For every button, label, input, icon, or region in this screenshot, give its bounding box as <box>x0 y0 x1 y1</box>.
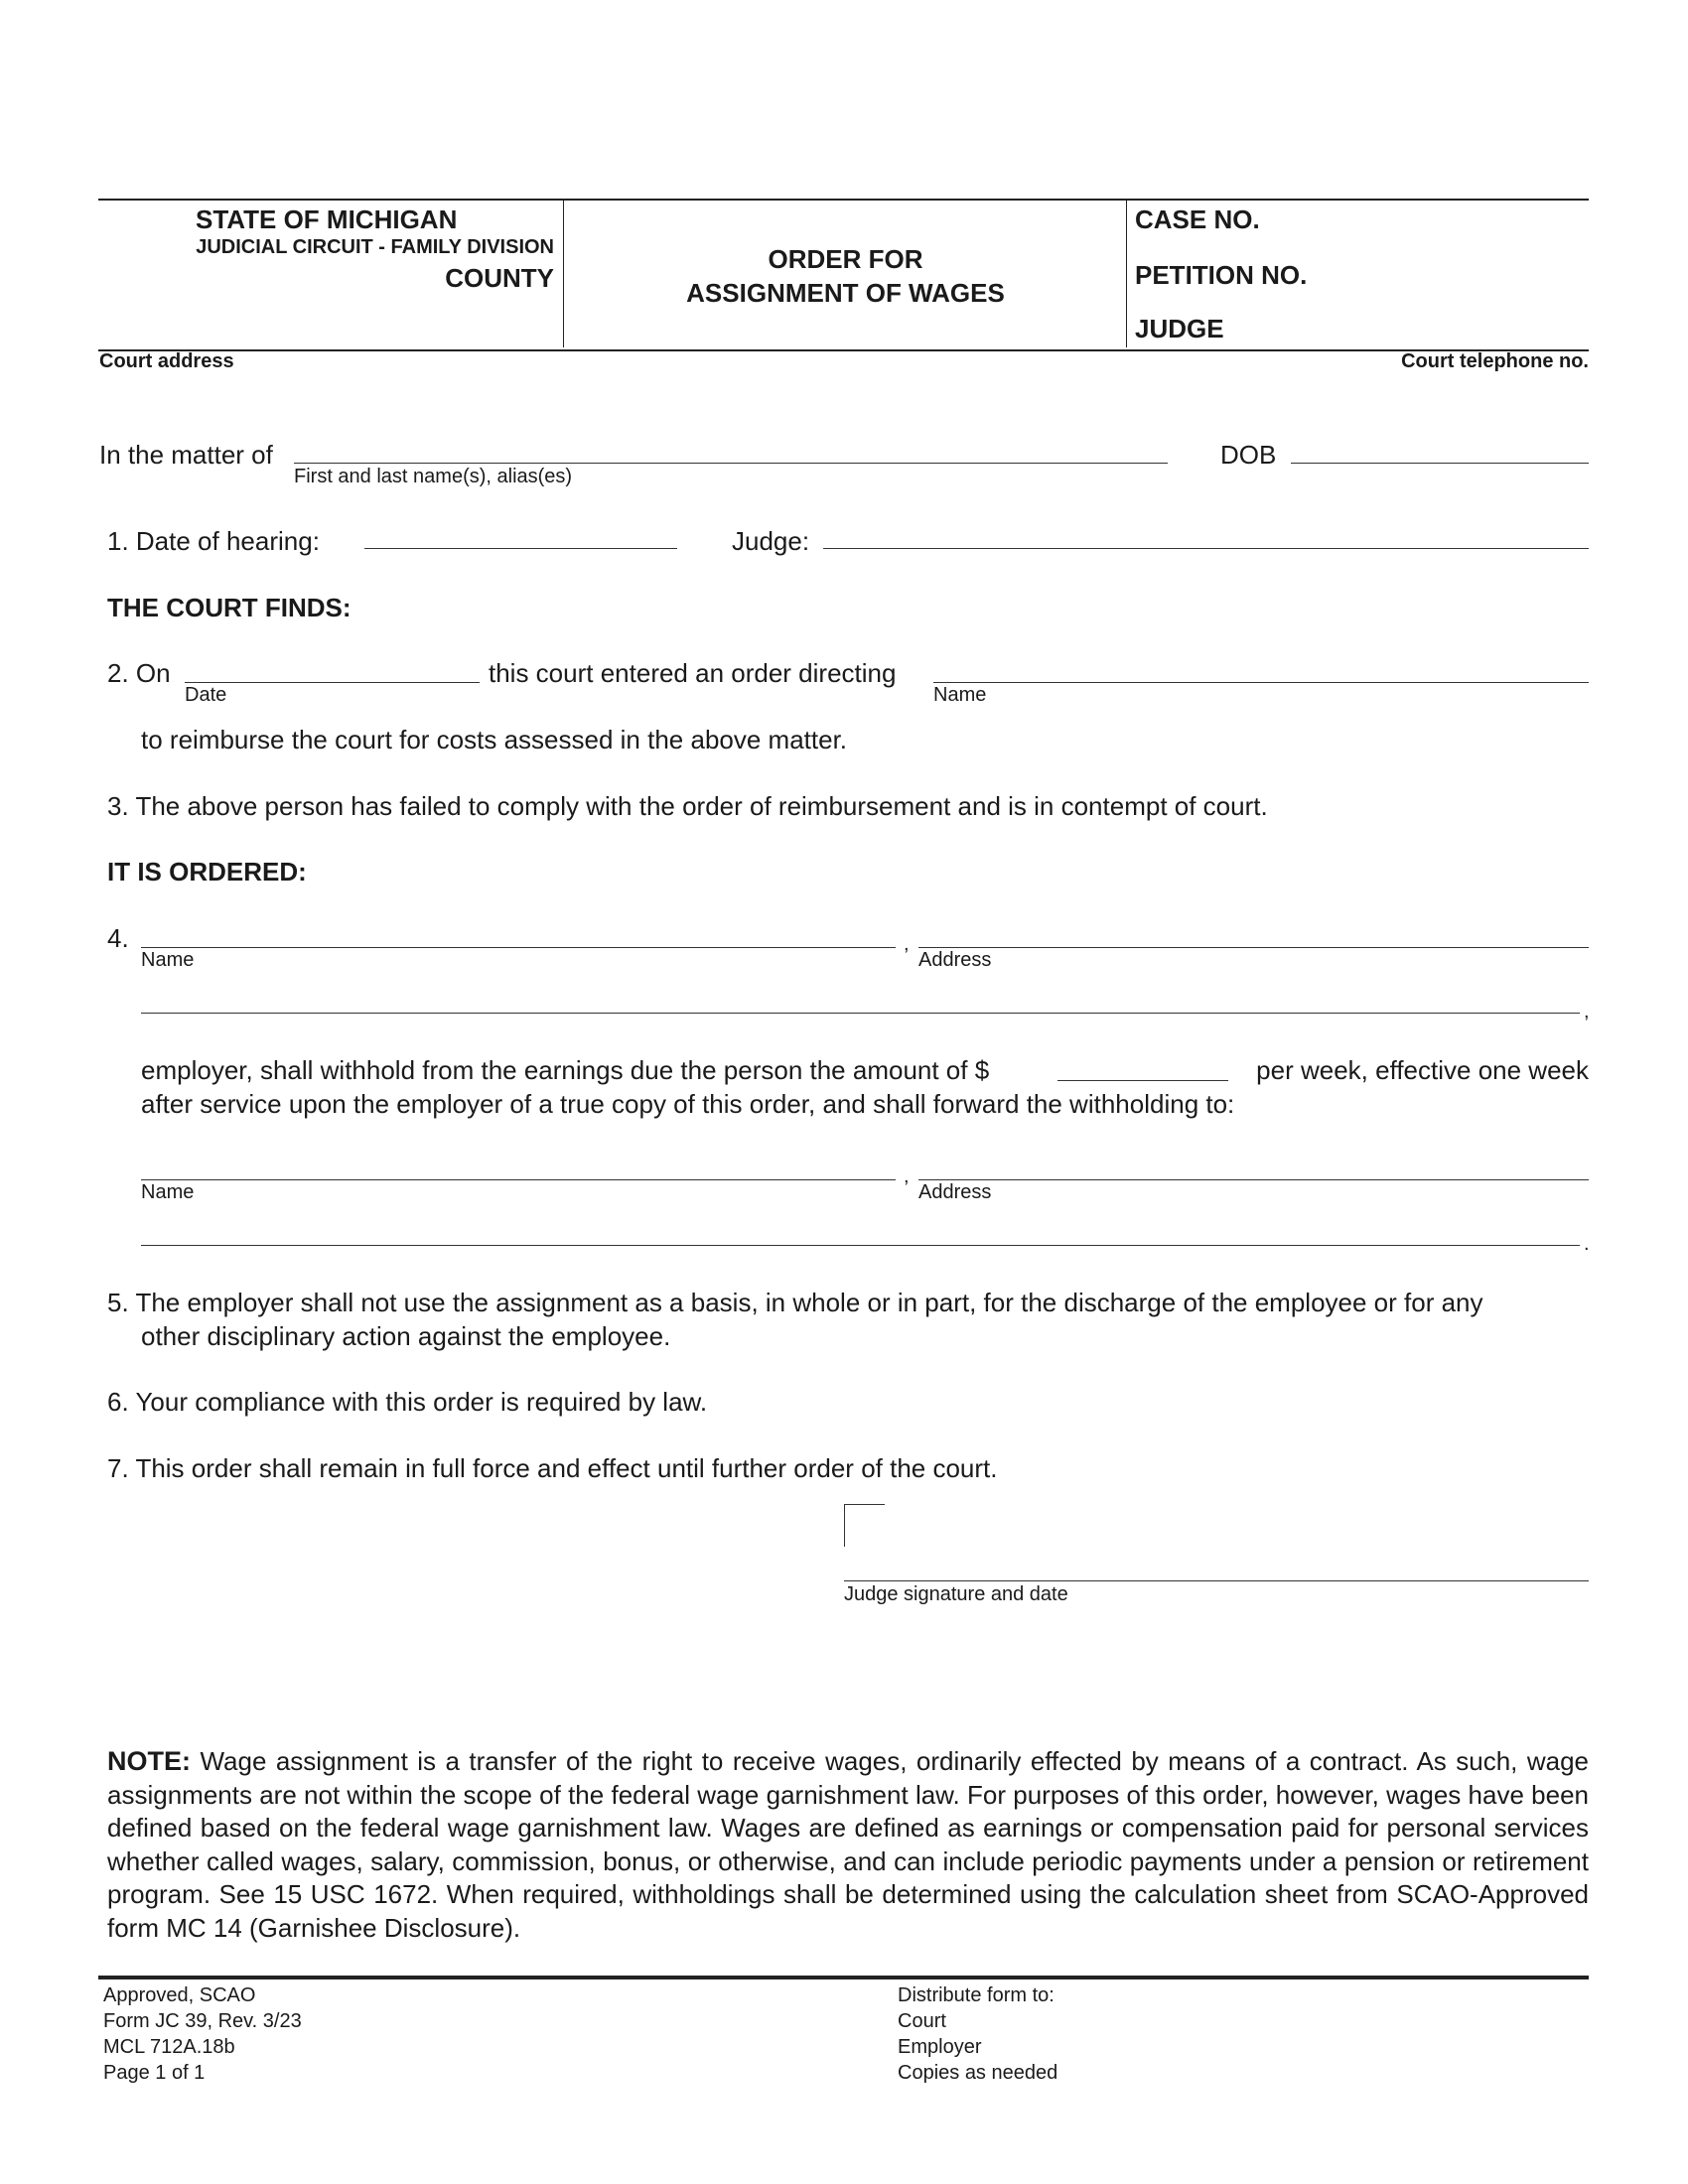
item-5-line-2: other disciplinary action against the employee. <box>141 1321 671 1351</box>
employer-address-caption: Address <box>918 949 992 971</box>
employer-address-line-2[interactable] <box>141 1013 1580 1014</box>
footer-right <box>898 1982 1057 2086</box>
note-label: NOTE: <box>107 1746 191 1776</box>
it-is-ordered-heading: IT IS ORDERED: <box>107 857 307 887</box>
period-mark: . <box>1584 1233 1590 1255</box>
footer-employer: Employer <box>898 2036 982 2058</box>
court-telephone-label: Court telephone no. <box>1401 350 1589 372</box>
item-3-text: 3. The above person has failed to comply with the order of reimbursement and is in contempt of court. <box>107 791 1268 821</box>
recipient-name-caption: Name <box>141 1181 195 1203</box>
signature-corner-mark <box>844 1504 885 1547</box>
footer-mcl: MCL 712A.18b <box>103 2036 235 2058</box>
employer-name-caption: Name <box>141 949 195 971</box>
form-title-line1: ORDER FOR <box>768 244 923 274</box>
item-5-line-1: 5. The employer shall not use the assignment as a basis, in whole or in part, for the discharge of the employee or for any <box>107 1288 1483 1317</box>
court-name: JUDICIAL CIRCUIT - FAMILY DIVISION <box>196 236 554 258</box>
comma-mark-3: , <box>904 1165 910 1187</box>
signature-caption: Judge signature and date <box>844 1583 1068 1605</box>
comma-mark: , <box>904 933 910 955</box>
item-1-label: 1. Date of hearing: <box>107 526 320 556</box>
hearing-date-line[interactable] <box>364 548 677 549</box>
form-title <box>565 242 1126 310</box>
matter-name-line[interactable] <box>294 463 1168 464</box>
footer-page: Page 1 of 1 <box>103 2062 206 2084</box>
judge-label: JUDGE <box>1135 314 1224 343</box>
recipient-address-line[interactable] <box>918 1179 1589 1180</box>
comma-mark-2: , <box>1584 1001 1590 1023</box>
dob-line[interactable] <box>1291 463 1589 464</box>
court-address-label: Court address <box>99 350 234 372</box>
item-2-date-line[interactable] <box>185 682 480 683</box>
footer-copies: Copies as needed <box>898 2062 1058 2084</box>
dob-label: DOB <box>1220 440 1277 470</box>
header-divider-right <box>1126 201 1127 347</box>
item-1-judge-label: Judge: <box>732 526 810 556</box>
item-2-continuation: to reimburse the court for costs assessed in the above matter. <box>141 725 848 754</box>
item-4-number: 4. <box>107 923 129 953</box>
item-4-text-b: per week, effective one week <box>1256 1055 1589 1085</box>
header-divider-left <box>563 201 564 347</box>
footer-left <box>103 1982 302 2086</box>
county-label: COUNTY <box>445 263 554 293</box>
item-7-text: 7. This order shall remain in full force and effect until further order of the court. <box>107 1453 998 1483</box>
item-6-text: 6. Your compliance with this order is required by law. <box>107 1387 708 1417</box>
note-paragraph <box>107 1745 1589 1945</box>
employer-name-line[interactable] <box>141 947 896 948</box>
recipient-name-line[interactable] <box>141 1179 896 1180</box>
item-1-judge-line[interactable] <box>823 548 1589 549</box>
item-2-date-caption: Date <box>185 684 227 706</box>
recipient-address-line-2[interactable] <box>141 1245 1580 1246</box>
item-4-text-a: employer, shall withhold from the earnings due the person the amount of $ <box>141 1055 990 1085</box>
note-text: Wage assignment is a transfer of the right to receive wages, ordinarily effected by means of a contract. As such, wage assignments are not within the scope of the federal wage garnishment law. For purposes of this order, however, wages have been defined based on the federal wage garnishment law. Wages are defined as earnings or compensation paid for personal services whether called wages, salary, commission, bonus, or otherwise, and can include periodic payments under a pension or retirement program. See 15 USC 1672. When required, withholdings shall be determined using the calculation sheet from SCAO-Approved form MC 14 (Garnishee Disclosure). <box>107 1746 1589 1943</box>
item-2-name-caption: Name <box>933 684 987 706</box>
form-title-line2: ASSIGNMENT OF WAGES <box>686 278 1005 308</box>
footer-rule <box>98 1976 1589 1979</box>
judge-signature-line[interactable] <box>844 1580 1589 1581</box>
case-no-label: CASE NO. <box>1135 205 1260 234</box>
matter-name-caption: First and last name(s), alias(es) <box>294 466 573 487</box>
footer-distribute: Distribute form to: <box>898 1984 1055 2006</box>
item-2-middle-text: this court entered an order directing <box>489 658 897 688</box>
court-finds-heading: THE COURT FINDS: <box>107 593 352 622</box>
footer-approved: Approved, SCAO <box>103 1984 256 2006</box>
employer-address-line[interactable] <box>918 947 1589 948</box>
petition-no-label: PETITION NO. <box>1135 260 1308 290</box>
item-2-name-line[interactable] <box>933 682 1589 683</box>
state-name: STATE OF MICHIGAN <box>196 205 458 234</box>
item-2-on: 2. On <box>107 658 171 688</box>
item-4-text-c: after service upon the employer of a true copy of this order, and shall forward the withholding to: <box>141 1089 1235 1119</box>
footer-form-number: Form JC 39, Rev. 3/23 <box>103 2010 302 2032</box>
footer-court: Court <box>898 2010 946 2032</box>
recipient-address-caption: Address <box>918 1181 992 1203</box>
matter-label: In the matter of <box>99 440 273 470</box>
amount-line[interactable] <box>1057 1080 1228 1081</box>
